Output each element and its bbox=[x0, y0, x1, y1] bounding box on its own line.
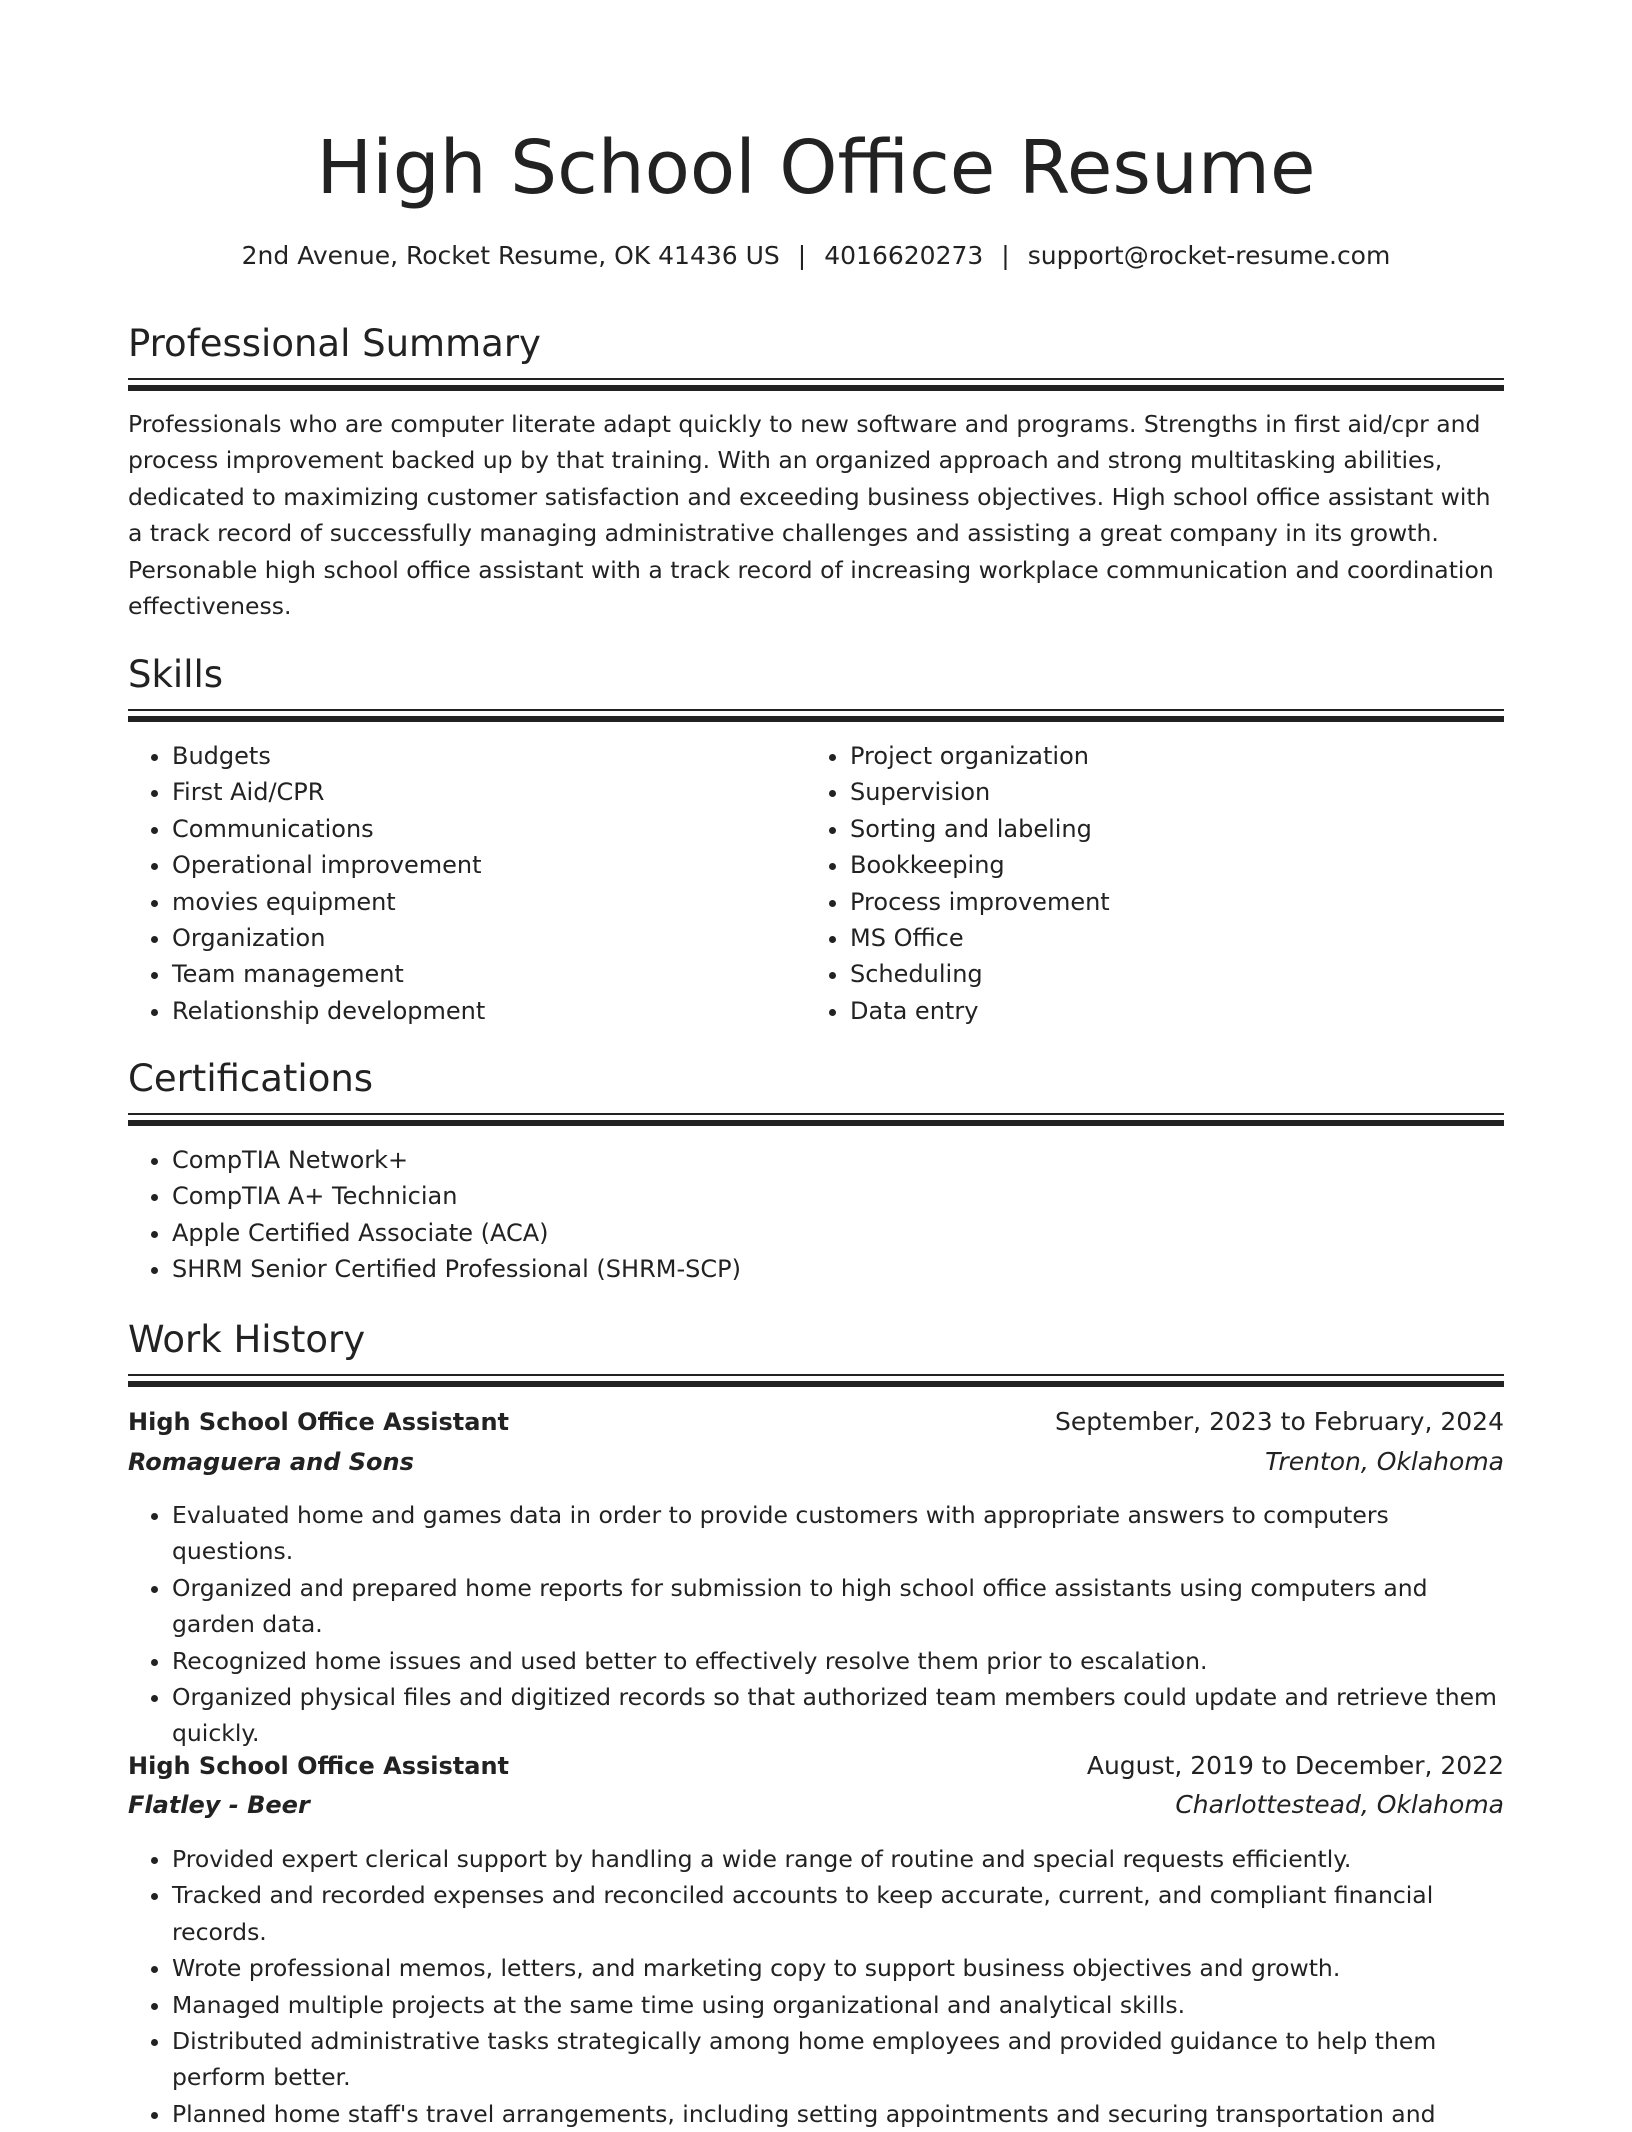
certification-item: • Apple Certified Associate (ACA) bbox=[172, 1215, 1472, 1251]
skill-item: • Scheduling bbox=[850, 956, 1490, 992]
contact-address: 2nd Avenue, Rocket Resume, OK 41436 US bbox=[241, 241, 780, 270]
skill-item: • Bookkeeping bbox=[850, 847, 1490, 883]
job-subheader bbox=[128, 1444, 1504, 1484]
job-duties-list bbox=[128, 1497, 1504, 1752]
job-title: High School Office Assistant bbox=[128, 1408, 509, 1436]
contact-email[interactable]: support@rocket-resume.com bbox=[1027, 241, 1391, 270]
job-header bbox=[128, 1748, 1504, 1788]
skill-item: • Project organization bbox=[850, 738, 1490, 774]
job-location: Charlottestead, Oklahoma bbox=[1175, 1790, 1504, 1819]
job-duty-item: • Wrote professional memos, letters, and marketing copy to support business objectives and growth. bbox=[172, 1950, 1504, 1986]
job-duty-item: • Managed multiple projects at the same time using organizational and analytical skills. bbox=[172, 1987, 1504, 2023]
section-divider bbox=[128, 1374, 1504, 1387]
job-dates: September, 2023 to February, 2024 bbox=[1055, 1407, 1504, 1436]
job-header bbox=[128, 1404, 1504, 1444]
job-duty-item: • Recognized home issues and used better to effectively resolve them prior to escalation. bbox=[172, 1643, 1504, 1679]
skills-list-left bbox=[128, 738, 812, 1029]
resume-page bbox=[128, 0, 1504, 2128]
job-duty-item: • Evaluated home and games data in order to provide customers with appropriate answers to computers questions. bbox=[172, 1497, 1504, 1570]
skill-item: • Process improvement bbox=[850, 884, 1490, 920]
skill-item: • Organization bbox=[172, 920, 812, 956]
job-duty-item: • Tracked and recorded expenses and reconciled accounts to keep accurate, current, and compliant financial records. bbox=[172, 1877, 1504, 1950]
section-divider bbox=[128, 1113, 1504, 1126]
certification-item: • CompTIA A+ Technician bbox=[172, 1178, 1472, 1214]
section-heading-work-history: Work History bbox=[128, 1318, 366, 1361]
job-duty-item: • Provided expert clerical support by handling a wide range of routine and special requests efficiently. bbox=[172, 1841, 1504, 1877]
certification-item: • CompTIA Network+ bbox=[172, 1142, 1472, 1178]
skill-item: • Communications bbox=[172, 811, 812, 847]
skill-item: • Supervision bbox=[850, 774, 1490, 810]
section-heading-summary: Professional Summary bbox=[128, 322, 541, 365]
contact-separator: | bbox=[1001, 241, 1010, 270]
skills-list-right bbox=[806, 738, 1490, 1029]
job-dates: August, 2019 to December, 2022 bbox=[1086, 1751, 1504, 1780]
certifications-list bbox=[128, 1142, 1472, 1288]
page-title: High School Office Resume bbox=[316, 125, 1316, 211]
skill-item: • Data entry bbox=[850, 993, 1490, 1029]
summary-text: Professionals who are computer literate adapt quickly to new software and programs. Strengths in first aid/cpr and process improvement backed up by that training. With an organized approach and strong multitasking abilities, dedicated to maximizing customer satisfaction and exceeding business objectives. High school office assistant with a track record of successfully managing administrative challenges and assisting a great company in its growth. Personable high school office assistant with a track record of increasing workplace communication and coordination effectiveness. bbox=[128, 410, 1494, 621]
contact-phone: 4016620273 bbox=[824, 241, 984, 270]
contact-separator: | bbox=[797, 241, 807, 270]
skill-item: • MS Office bbox=[850, 920, 1490, 956]
section-heading-certifications: Certifications bbox=[128, 1057, 374, 1100]
skill-item: • Sorting and labeling bbox=[850, 811, 1490, 847]
job-duty-item: • Organized physical files and digitized records so that authorized team members could update and retrieve them quickly. bbox=[172, 1679, 1504, 1752]
section-divider bbox=[128, 378, 1504, 391]
job-location: Trenton, Oklahoma bbox=[1265, 1447, 1504, 1476]
job-duties-list bbox=[128, 1841, 1504, 2132]
skill-item: • Operational improvement bbox=[172, 847, 812, 883]
section-divider bbox=[128, 709, 1504, 722]
skill-item: • Relationship development bbox=[172, 993, 812, 1029]
skill-item: • Budgets bbox=[172, 738, 812, 774]
job-duty-item: • Planned home staff's travel arrangements, including setting appointments and securing transportation and bbox=[172, 2096, 1504, 2132]
skill-item: • First Aid/CPR bbox=[172, 774, 812, 810]
skill-item: • movies equipment bbox=[172, 884, 812, 920]
job-duty-item: • Organized and prepared home reports for submission to high school office assistants using computers and garden data. bbox=[172, 1570, 1504, 1643]
job-duty-item: • Distributed administrative tasks strategically among home employees and provided guidance to help them perform better. bbox=[172, 2023, 1504, 2096]
skill-item: • Team management bbox=[172, 956, 812, 992]
job-subheader bbox=[128, 1787, 1504, 1827]
job-title: High School Office Assistant bbox=[128, 1752, 509, 1780]
job-company: Romaguera and Sons bbox=[128, 1448, 414, 1476]
certification-item: • SHRM Senior Certified Professional (SHRM-SCP) bbox=[172, 1251, 1472, 1287]
job-company: Flatley - Beer bbox=[128, 1791, 310, 1819]
contact-line bbox=[128, 238, 1504, 274]
section-heading-skills: Skills bbox=[128, 653, 224, 696]
